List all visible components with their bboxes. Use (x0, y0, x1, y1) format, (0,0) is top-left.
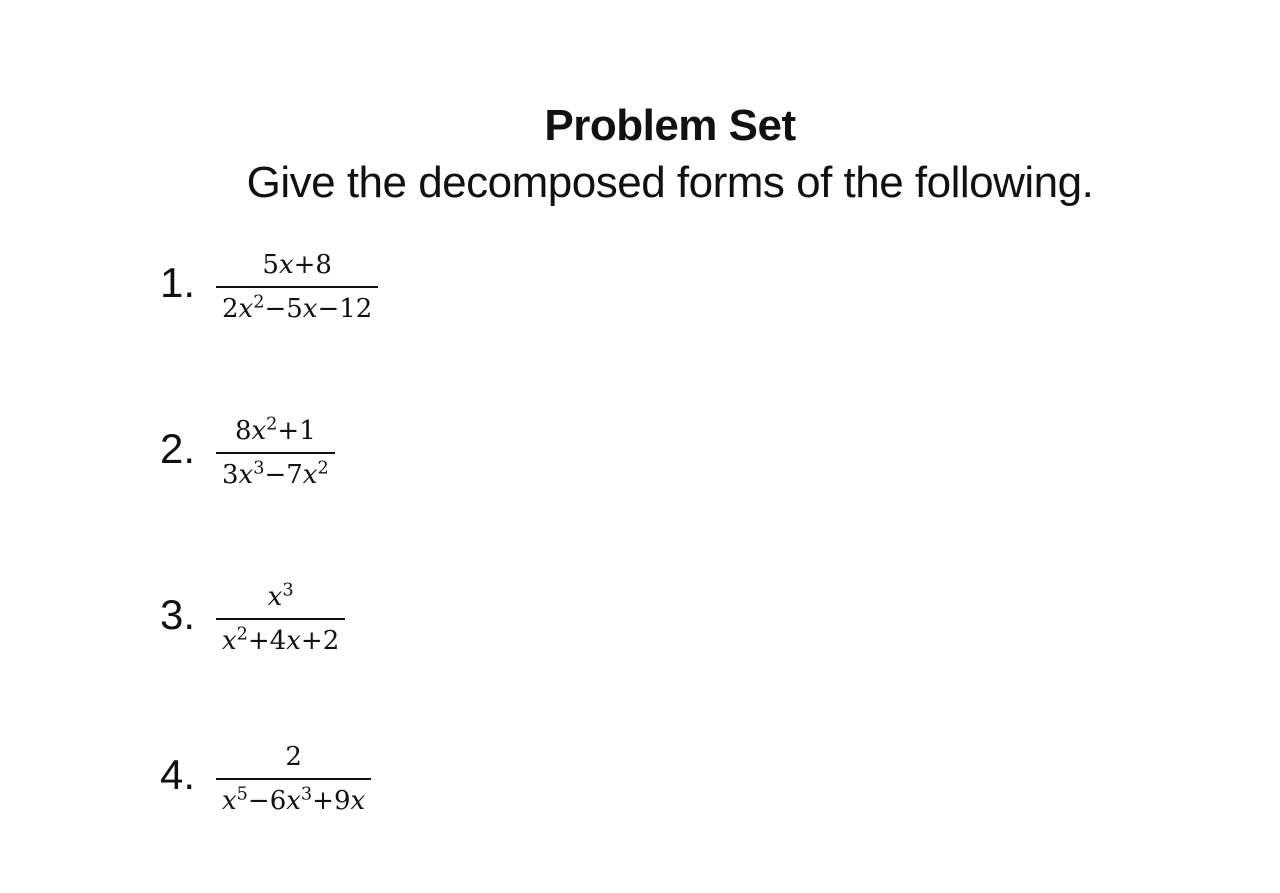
fraction-bar (216, 286, 378, 288)
fraction-bar (216, 778, 371, 780)
denominator (216, 292, 378, 326)
fraction (216, 248, 378, 326)
denominator (216, 784, 371, 818)
term: 3 (222, 460, 239, 490)
page-title: Problem Set (544, 101, 796, 150)
exponent: 3 (300, 784, 313, 805)
denominator (216, 624, 345, 658)
numerator (262, 580, 300, 614)
problem-number: 2. (160, 425, 196, 472)
problem-3 (160, 580, 345, 658)
term: 2 (285, 742, 302, 772)
exponent: 2 (266, 414, 278, 435)
variable: x (286, 626, 301, 656)
exponent: 3 (282, 580, 294, 601)
term: −5 (264, 294, 303, 324)
numerator (229, 414, 322, 448)
term: 5 (262, 250, 279, 280)
exponent: 2 (253, 292, 265, 313)
exponent: 5 (236, 784, 248, 805)
term: +2 (300, 626, 340, 656)
term: +8 (293, 250, 332, 280)
page-header (0, 98, 1280, 212)
fraction-bar (216, 618, 345, 620)
instructions: Give the decomposed forms of the following. (246, 158, 1094, 207)
variable: x (238, 294, 254, 324)
fraction-bar (216, 452, 335, 454)
numerator (279, 740, 308, 774)
variable: x (278, 250, 294, 280)
fraction (216, 580, 345, 658)
term: +9 (312, 786, 351, 816)
variable: x (251, 416, 267, 446)
term: 8 (234, 416, 252, 446)
problem-number: 4. (160, 751, 196, 798)
term: −12 (317, 294, 373, 324)
term: +4 (247, 626, 287, 656)
variable: x (267, 582, 283, 612)
variable: x (222, 626, 237, 656)
term: +1 (277, 416, 316, 446)
problem-4 (160, 740, 371, 818)
term: −6 (247, 786, 287, 816)
term: 2 (222, 294, 239, 324)
exponent: 2 (236, 624, 248, 645)
variable: x (302, 294, 318, 324)
exponent: 3 (253, 458, 265, 479)
variable: x (350, 786, 366, 816)
numerator (256, 248, 338, 282)
variable: x (238, 460, 254, 490)
term: −7 (264, 460, 303, 490)
exponent: 2 (317, 458, 329, 479)
problem-2 (160, 414, 335, 492)
problem-number: 1. (160, 259, 196, 306)
variable: x (286, 786, 301, 816)
problem-number: 3. (160, 591, 196, 638)
variable: x (222, 786, 237, 816)
fraction (216, 414, 335, 492)
variable: x (302, 460, 318, 490)
denominator (216, 458, 335, 492)
fraction (216, 740, 371, 818)
problem-1 (160, 248, 378, 326)
